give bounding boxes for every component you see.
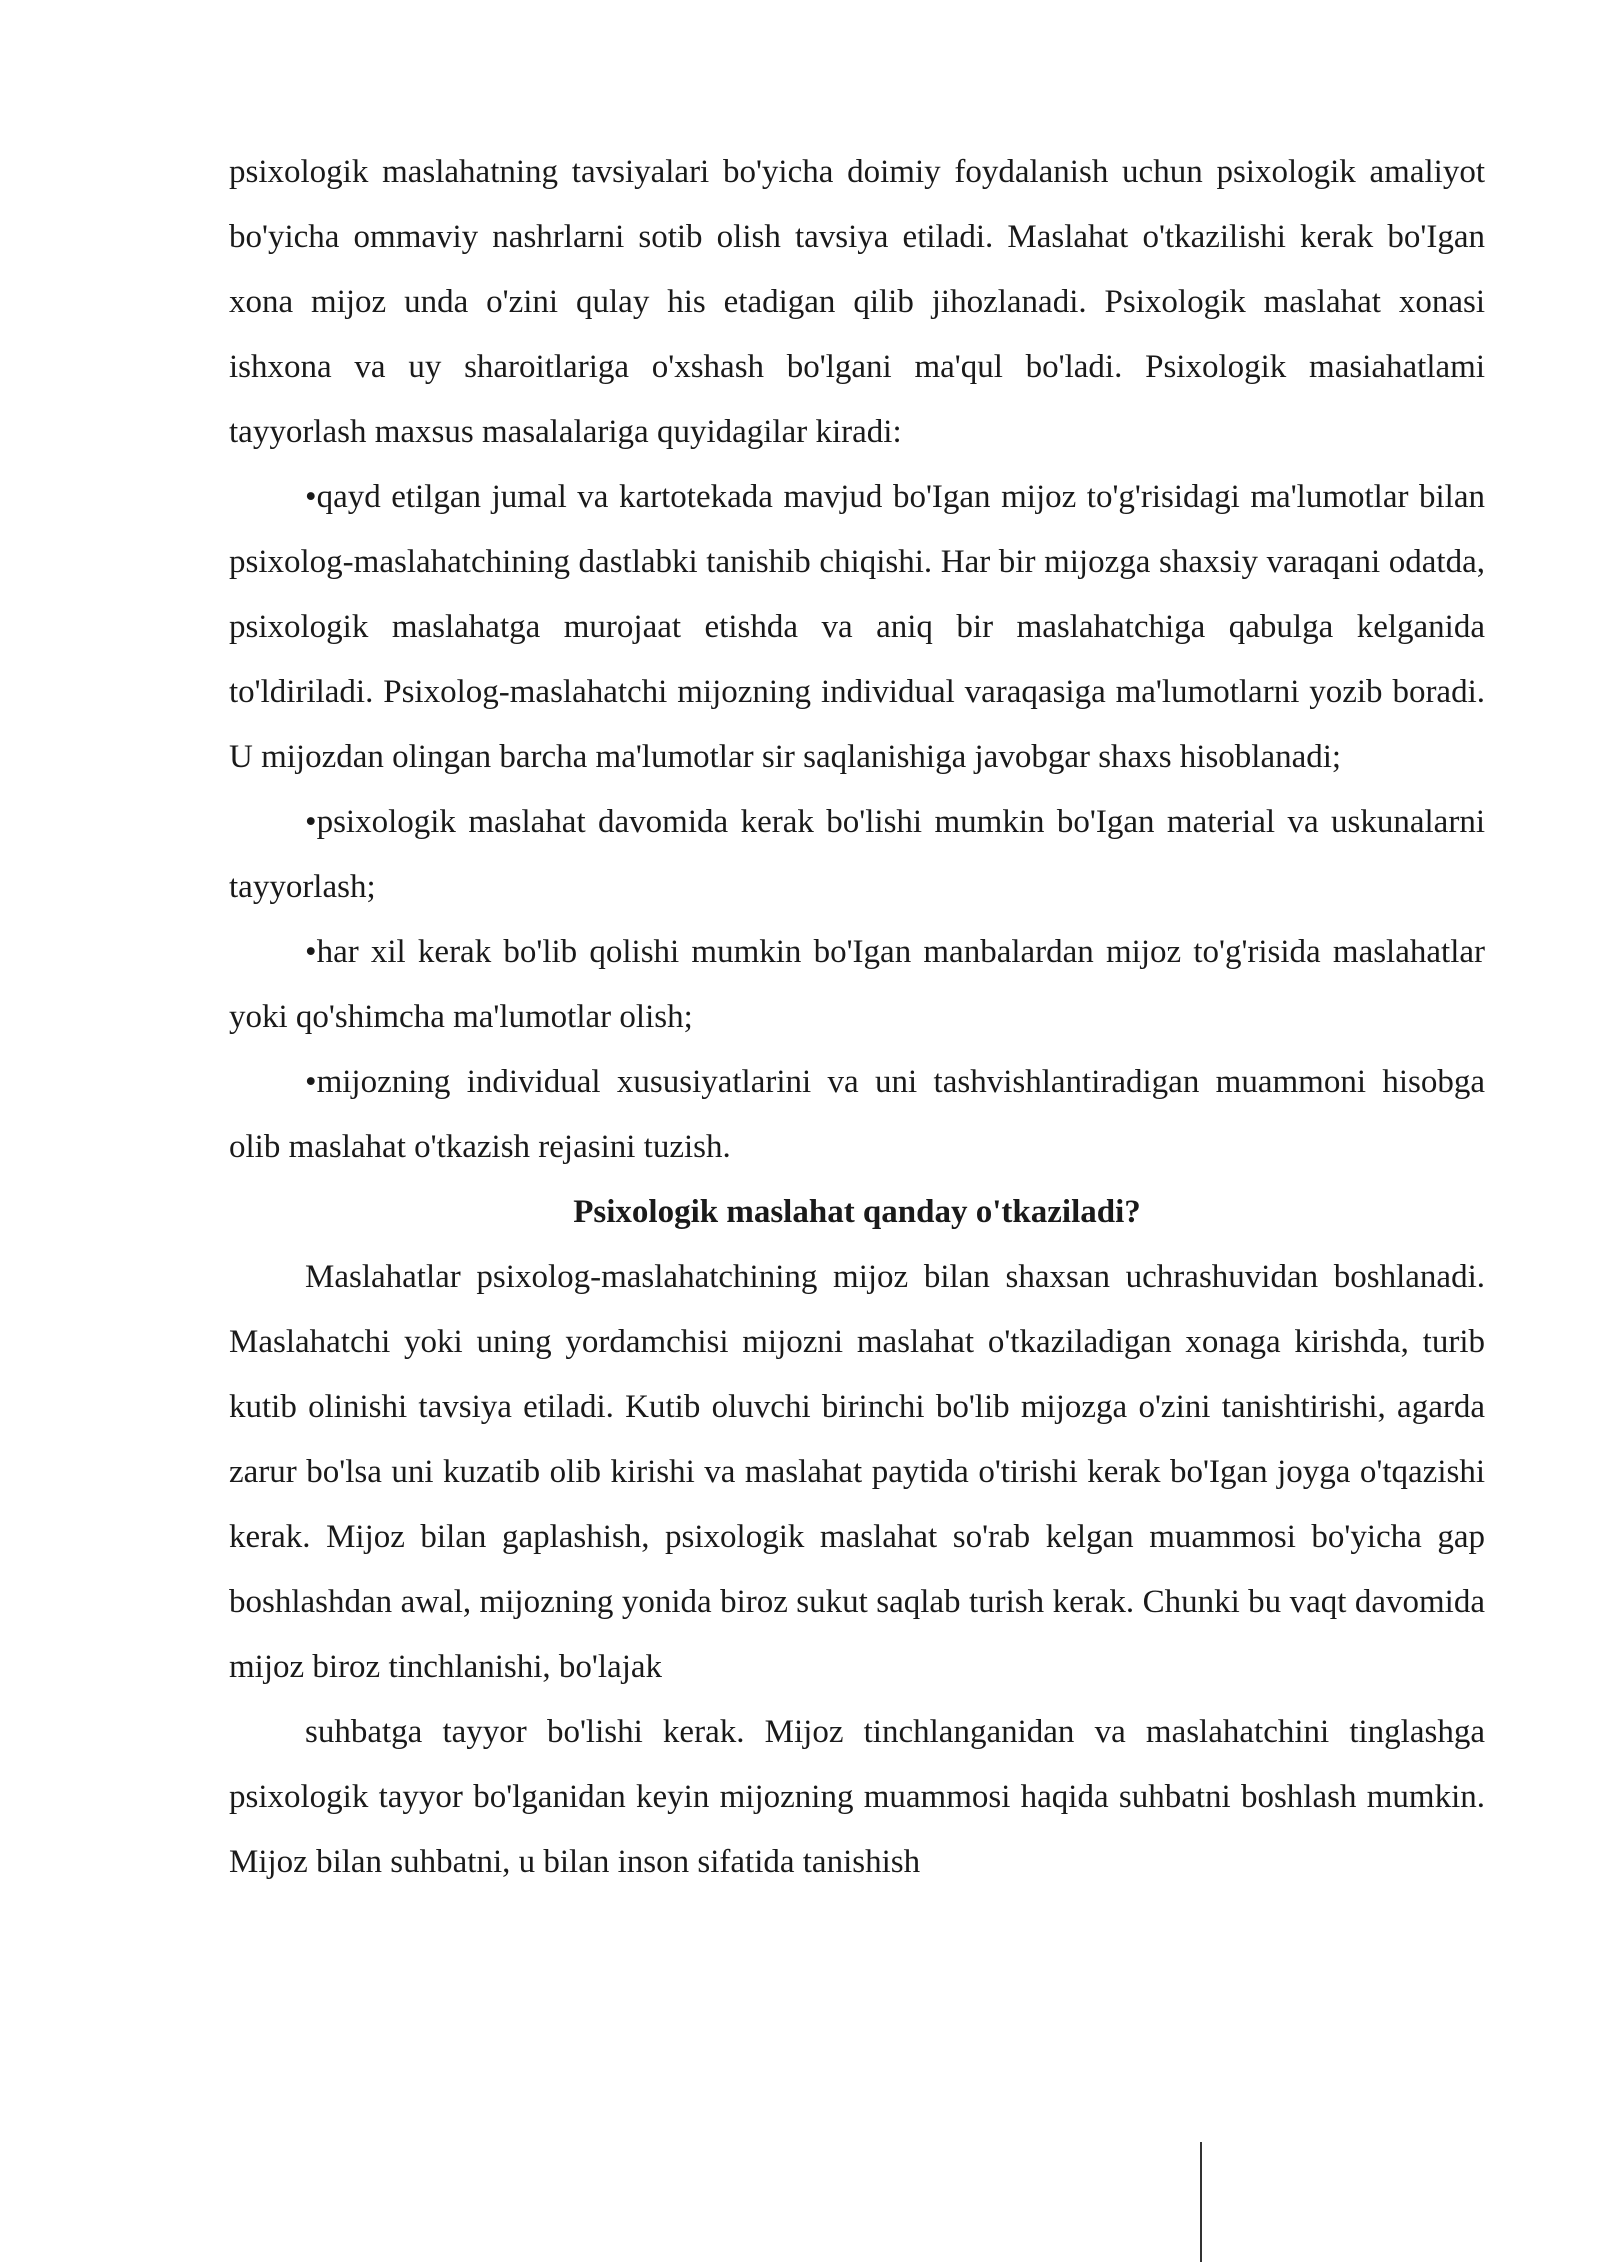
paragraph-continuation: suhbatga tayyor bo'lishi kerak. Mijoz tinchlanganidan va maslahatchini tinglashga psixologik tayyor bo'lganidan keyin mijozning muammosi haqida suhbatni boshlash mumkin. Mijoz bilan suhbatni, u bilan inson sifatida tanishish [229,1714,1485,1880]
bullet-icon: • [305,479,317,515]
bullet-icon: • [305,934,317,970]
paragraph-body: Maslahatlar psixolog-maslahatchining mijoz bilan shaxsan uchrashuvidan boshlanadi. Maslahatchi yoki uning yordamchisi mijozni maslahat o'tkaziladigan xonaga kirishda, turib kutib olinishi tavsiya etiladi. Kutib oluvchi birinchi bo'lib mijozga o'zini tanishtirishi, agarda zarur bo'lsa uni kuzatib olib kirishi va maslahat paytida o'tirishi kerak bo'Igan joyga o'tqazishi kerak. Mijoz bilan gaplashish, psixologik maslahat so'rab kelgan muammosi bo'yicha gap boshlashdan awal, mijozning yonida biroz sukut saqlab turish kerak. Chunki bu vaqt davomida mijoz biroz tinchlanishi, bo'lajak [229,1259,1485,1685]
bullet-icon: • [305,1064,317,1100]
bullet-icon: • [305,804,317,840]
section-heading: Psixologik maslahat qanday o'tkaziladi? [573,1194,1141,1230]
list-item-text: qayd etilgan jumal va kartotekada mavjud bo'Igan mijoz to'g'risidagi ma'lumotlar bilan psixolog-maslahatchining dastlabki tanishib chiqishi. Har bir mijozga shaxsiy varaqani odatda, psixologik maslahatga murojaat etishda va aniq bir maslahatchiga qabulga kelganida to'ldiriladi. Psixolog-maslahatchi mijozning individual varaqasiga ma'lumotlarni yozib boradi. U mijozdan olingan barcha ma'lumotlar sir saqlanishiga javobgar shaxs hisoblanadi; [229,479,1485,775]
paragraph-intro: psixologik maslahatning tavsiyalari bo'yicha doimiy foydalanish uchun psixologik amaliyot bo'yicha ommaviy nashrlarni sotib olish tavsiya etiladi. Maslahat o'tkazilishi kerak bo'Igan xona mijoz unda o'zini qulay his etadigan qilib jihozlanadi. Psixologik maslahat xonasi ishxona va uy sharoitlariga o'xshash bo'lgani ma'qul bo'ladi. Psixologik masiahatlami tayyorlash maxsus masalalariga quyidagilar kiradi: [229,154,1485,450]
list-item [229,790,1485,920]
vertical-divider [1200,2142,1202,2262]
document-body [229,140,1485,1895]
list-item [229,920,1485,1050]
list-item-text: psixologik maslahat davomida kerak bo'lishi mumkin bo'Igan material va uskunalarni tayyorlash; [229,804,1485,905]
list-item-text: mijozning individual xususiyatlarini va uni tashvishlantiradigan muammoni hisobga olib maslahat o'tkazish rejasini tuzish. [229,1064,1485,1165]
list-item-text: har xil kerak bo'lib qolishi mumkin bo'Igan manbalardan mijoz to'g'risida maslahatlar yoki qo'shimcha ma'lumotlar olish; [229,934,1485,1035]
list-item [229,1050,1485,1180]
list-item [229,465,1485,790]
